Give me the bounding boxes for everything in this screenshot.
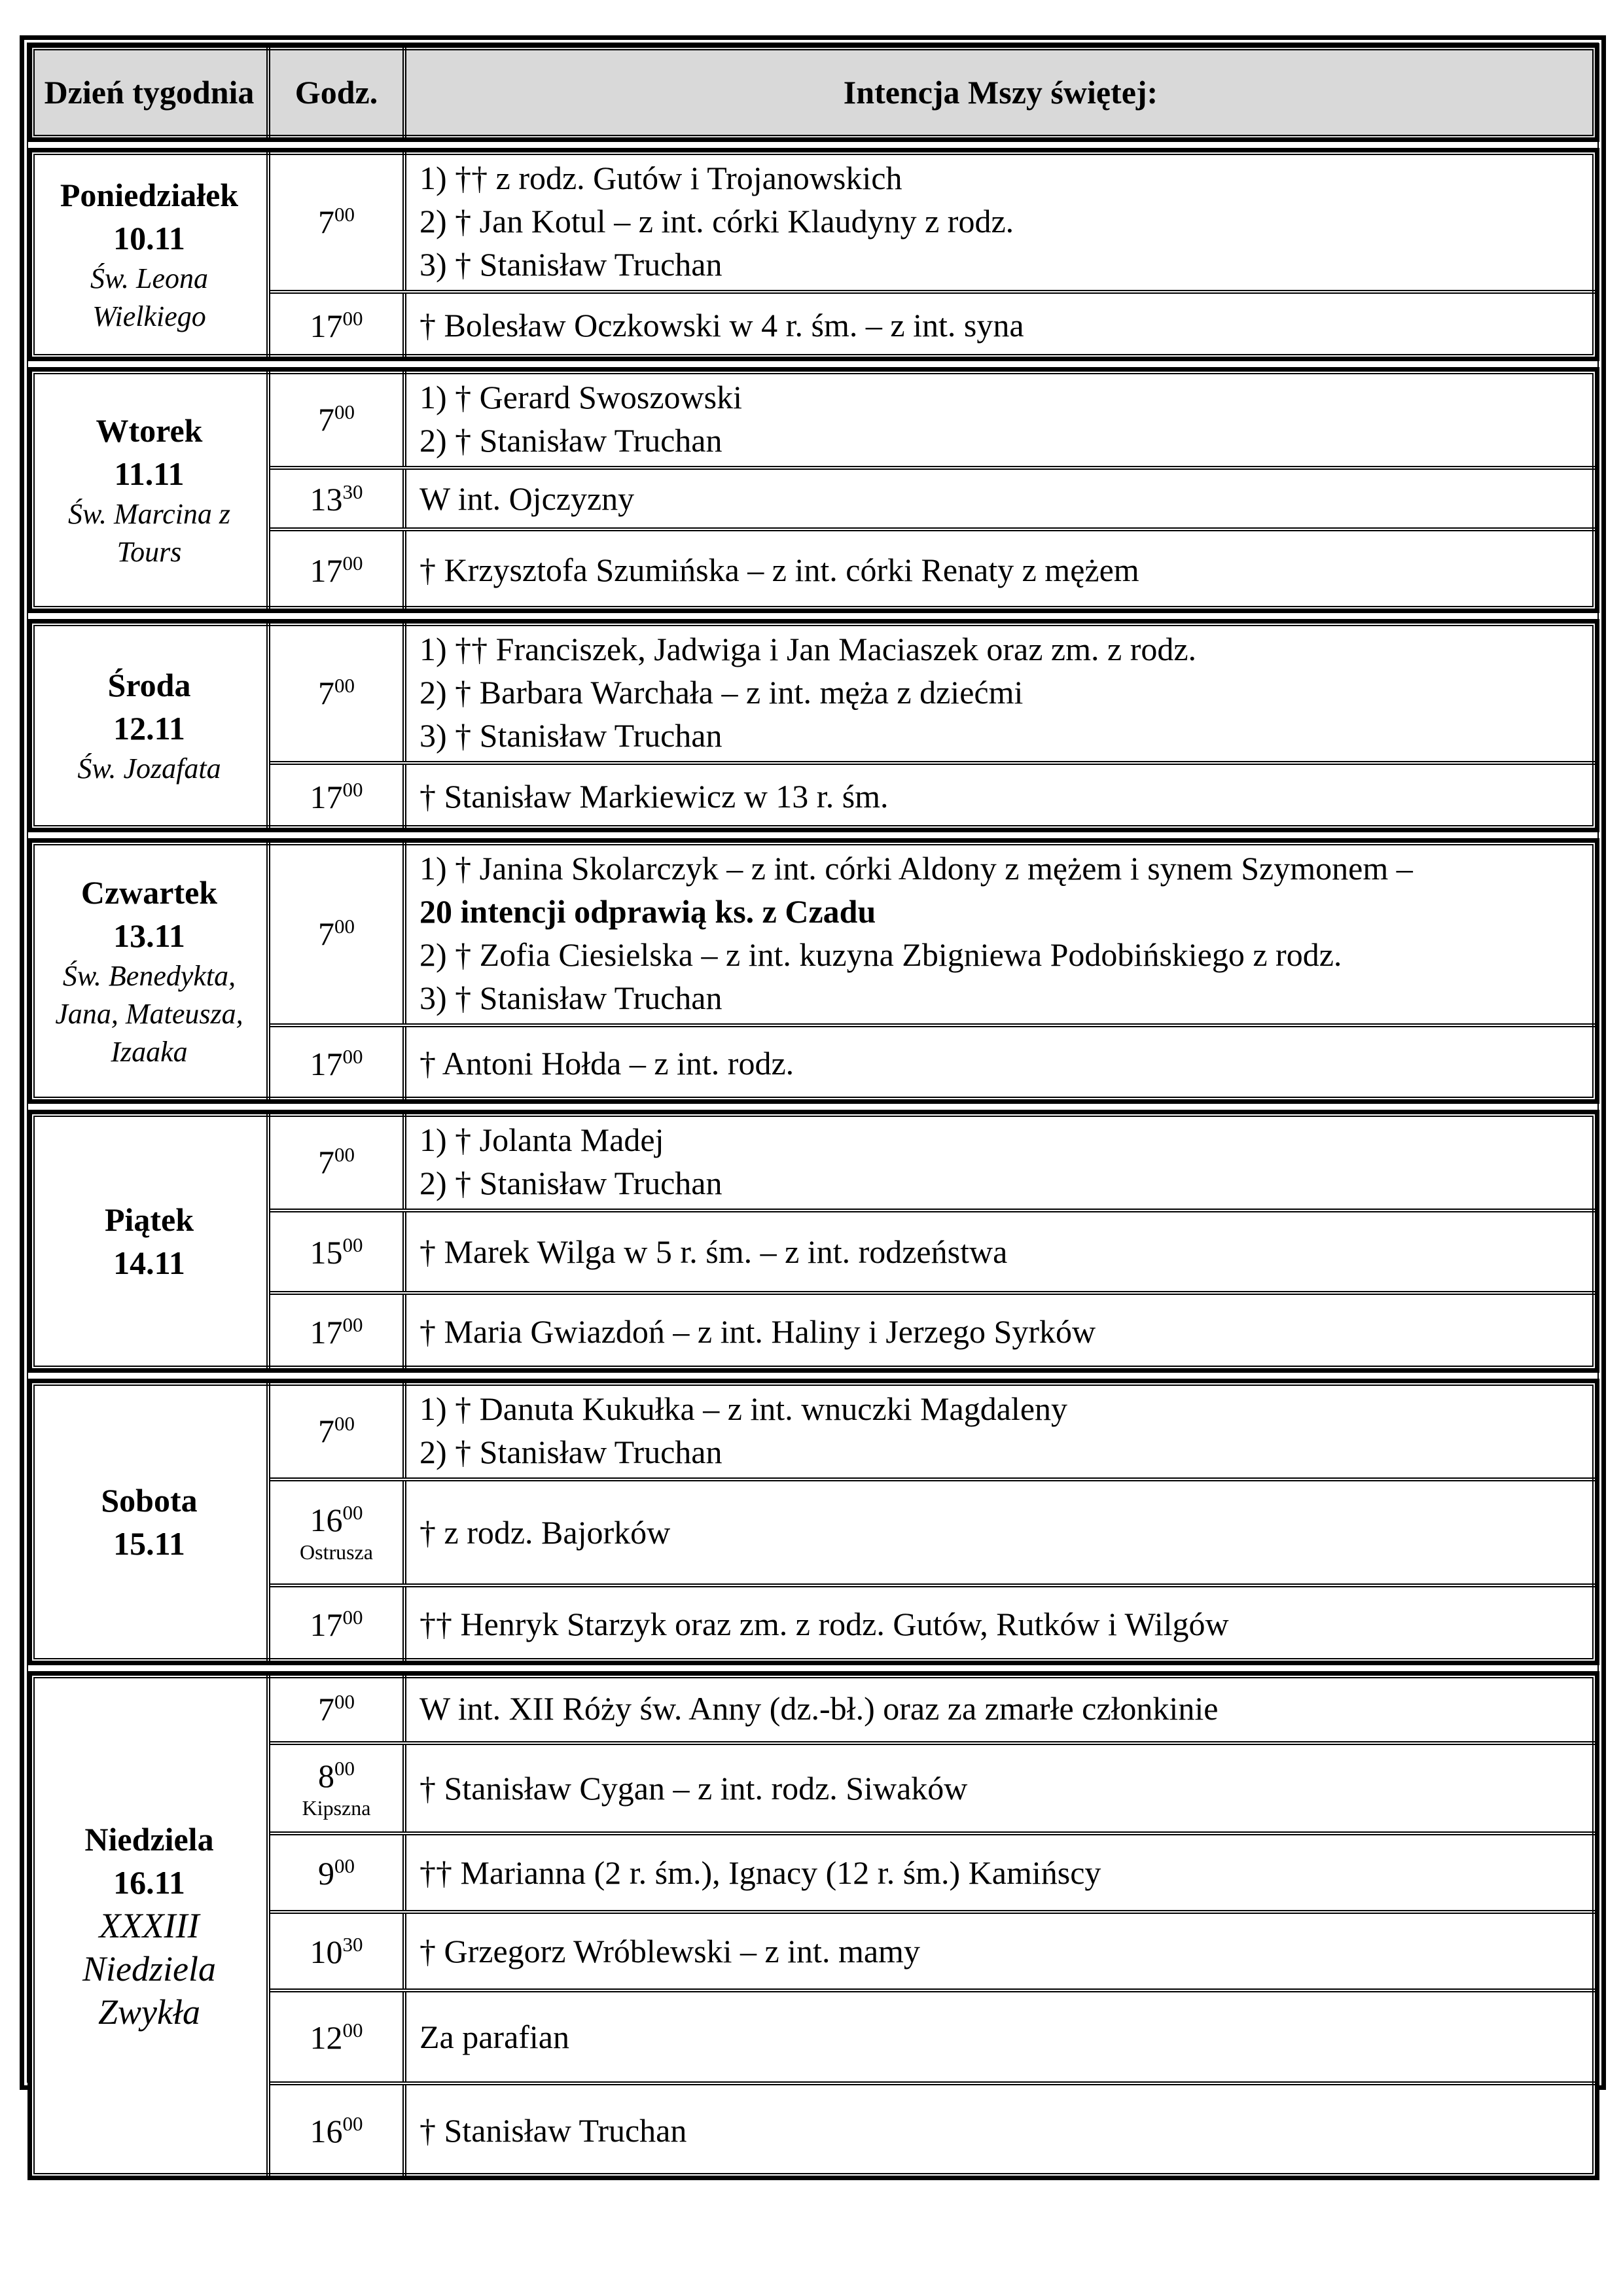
intention-line: † Bolesław Oczkowski w 4 r. śm. – z int. syna bbox=[419, 307, 1024, 344]
mass-row bbox=[270, 1835, 1595, 1914]
day-feast: Św. Marcina z Tours bbox=[67, 498, 231, 568]
mass-intention bbox=[406, 1914, 1595, 1988]
mass-time-minutes: 00 bbox=[334, 674, 355, 697]
mass-intention bbox=[406, 294, 1595, 357]
day-date: 11.11 bbox=[114, 455, 185, 492]
day-name: Sobota bbox=[101, 1482, 198, 1519]
mass-intention bbox=[406, 470, 1595, 527]
mass-row bbox=[270, 1587, 1595, 1661]
mass-time bbox=[270, 1914, 406, 1988]
intention-line: 2) † Barbara Warchała – z int. męża z dziećmi bbox=[419, 674, 1024, 711]
mass-time-minutes: 00 bbox=[334, 1690, 355, 1713]
day-date: 15.11 bbox=[113, 1525, 185, 1562]
mass-time-minutes: 00 bbox=[334, 400, 355, 423]
day-date: 10.11 bbox=[113, 220, 185, 256]
masses-list bbox=[270, 843, 1595, 1099]
mass-time bbox=[270, 1027, 406, 1099]
mass-row bbox=[270, 152, 1595, 294]
intention-line: † Maria Gwiazdoń – z int. Haliny i Jerzego Syrków bbox=[419, 1313, 1096, 1350]
intention-line: 2) † Zofia Ciesielska – z int. kuzyna Zbigniewa Podobińskiego z rodz. bbox=[419, 936, 1342, 973]
masses-list bbox=[270, 152, 1595, 357]
day-feast: XXXIII Niedziela Zwykła bbox=[82, 1906, 216, 2032]
mass-time bbox=[270, 2085, 406, 2176]
mass-time bbox=[270, 152, 406, 290]
mass-time bbox=[270, 1992, 406, 2081]
mass-row bbox=[270, 1212, 1595, 1295]
day-cell bbox=[32, 1383, 270, 1661]
intention-line: † Marek Wilga w 5 r. śm. – z int. rodzeństwa bbox=[419, 1233, 1008, 1270]
day-row bbox=[32, 152, 1595, 357]
header-time: Godz. bbox=[270, 48, 406, 137]
intention-line: † Stanisław Markiewicz w 13 r. śm. bbox=[419, 778, 889, 815]
day-name: Niedziela bbox=[84, 1821, 214, 1858]
day-name: Piątek bbox=[104, 1201, 194, 1238]
mass-time-label: $16^{00}$ bbox=[310, 2112, 363, 2149]
day-name: Wtorek bbox=[96, 412, 203, 449]
day-date: 14.11 bbox=[113, 1245, 185, 1281]
table-header bbox=[27, 43, 1599, 142]
mass-time-label: $16^{00}$ bbox=[310, 1501, 363, 1538]
mass-row bbox=[270, 1992, 1595, 2085]
day-cell bbox=[32, 372, 270, 609]
mass-time bbox=[270, 1676, 406, 1741]
mass-time-label: $7^{00}$ bbox=[318, 1412, 355, 1449]
mass-row bbox=[270, 372, 1595, 470]
mass-time bbox=[270, 1114, 406, 1209]
mass-intention bbox=[406, 1745, 1595, 1831]
intention-line: 20 intencji odprawią ks. z Czadu bbox=[419, 893, 876, 930]
mass-time-label: $10^{30}$ bbox=[310, 1933, 363, 1970]
mass-time-minutes: 00 bbox=[342, 1233, 363, 1256]
day-block bbox=[27, 619, 1599, 832]
header-intention: Intencja Mszy świętej: bbox=[843, 74, 1158, 111]
header-day: Dzień tygodnia bbox=[32, 48, 270, 137]
day-name: Poniedziałek bbox=[60, 177, 239, 213]
mass-row bbox=[270, 1745, 1595, 1835]
intention-line: † Krzysztofa Szumińska – z int. córki Renaty z mężem bbox=[419, 552, 1139, 588]
mass-intention bbox=[406, 152, 1595, 290]
intention-line: †† Henryk Starzyk oraz zm. z rodz. Gutów, Rutków i Wilgów bbox=[419, 1606, 1229, 1642]
intention-line: 1) † Danuta Kukułka – z int. wnuczki Magdaleny bbox=[419, 1390, 1068, 1427]
day-cell bbox=[32, 152, 270, 357]
intention-line: †† Marianna (2 r. śm.), Ignacy (12 r. śm.) Kamińscy bbox=[419, 1854, 1101, 1891]
intention-line: 3) † Stanisław Truchan bbox=[419, 246, 722, 283]
mass-intentions-table bbox=[27, 43, 1599, 2186]
mass-time-minutes: 30 bbox=[342, 480, 363, 503]
day-date: 13.11 bbox=[113, 917, 185, 954]
day-date: 16.11 bbox=[113, 1864, 185, 1901]
intention-line: 1) † Janina Skolarczyk – z int. córki Aldony z mężem i synem Szymonem – bbox=[419, 850, 1413, 887]
day-block bbox=[27, 367, 1599, 613]
day-block bbox=[27, 1379, 1599, 1665]
intention-line: Za parafian bbox=[419, 2019, 570, 2055]
day-row bbox=[32, 372, 1595, 609]
mass-row bbox=[270, 843, 1595, 1027]
mass-time bbox=[270, 843, 406, 1023]
mass-time-minutes: 00 bbox=[342, 1045, 363, 1068]
mass-time bbox=[270, 1835, 406, 1910]
mass-time bbox=[270, 372, 406, 466]
mass-row bbox=[270, 1914, 1595, 1992]
mass-time-label: $17^{00}$ bbox=[310, 552, 363, 589]
masses-list bbox=[270, 1676, 1595, 2176]
mass-row bbox=[270, 1383, 1595, 1481]
mass-intention bbox=[406, 1114, 1595, 1209]
mass-time bbox=[270, 765, 406, 828]
intention-line: † Stanisław Truchan bbox=[419, 2112, 687, 2149]
mass-time-label: $13^{30}$ bbox=[310, 480, 363, 518]
mass-row bbox=[270, 2085, 1595, 2176]
mass-time-minutes: 00 bbox=[334, 1757, 355, 1780]
mass-time-label: $17^{00}$ bbox=[310, 778, 363, 815]
mass-time-minutes: 00 bbox=[334, 915, 355, 938]
mass-row bbox=[270, 1676, 1595, 1745]
mass-row bbox=[270, 1295, 1595, 1368]
mass-time bbox=[270, 1587, 406, 1661]
mass-time-minutes: 00 bbox=[334, 1143, 355, 1166]
day-cell bbox=[32, 1676, 270, 2176]
mass-row bbox=[270, 624, 1595, 765]
mass-time-label: $7^{00}$ bbox=[318, 915, 355, 952]
day-row bbox=[32, 843, 1595, 1099]
mass-time-label: $7^{00}$ bbox=[318, 203, 355, 240]
mass-place: Ostrusza bbox=[300, 1540, 373, 1564]
mass-intention bbox=[406, 531, 1595, 609]
day-date: 12.11 bbox=[113, 710, 185, 747]
mass-time-minutes: 00 bbox=[342, 552, 363, 574]
day-block bbox=[27, 1110, 1599, 1373]
mass-time-label: $7^{00}$ bbox=[318, 674, 355, 711]
mass-time-minutes: 00 bbox=[342, 307, 363, 330]
day-row bbox=[32, 1114, 1595, 1368]
day-row bbox=[32, 1383, 1595, 1661]
mass-time-minutes: 00 bbox=[334, 1412, 355, 1435]
mass-row bbox=[270, 765, 1595, 828]
mass-time-label: $7^{00}$ bbox=[318, 400, 355, 438]
mass-row bbox=[270, 470, 1595, 531]
mass-time bbox=[270, 1295, 406, 1368]
mass-row bbox=[270, 1027, 1595, 1099]
mass-time-label: $12^{00}$ bbox=[310, 2019, 363, 2056]
mass-time bbox=[270, 294, 406, 357]
mass-time bbox=[270, 470, 406, 527]
intention-line: † Antoni Hołda – z int. rodz. bbox=[419, 1045, 794, 1082]
mass-time-minutes: 00 bbox=[342, 2019, 363, 2041]
mass-time-label: $17^{00}$ bbox=[310, 1313, 363, 1351]
mass-time-label: $17^{00}$ bbox=[310, 1045, 363, 1082]
mass-time-label: $17^{00}$ bbox=[310, 1606, 363, 1643]
mass-time-label: $7^{00}$ bbox=[318, 1143, 355, 1180]
mass-time-minutes: 30 bbox=[342, 1933, 363, 1956]
mass-intention bbox=[406, 1212, 1595, 1291]
mass-time bbox=[270, 1481, 406, 1583]
intention-line: † Stanisław Cygan – z int. rodz. Siwaków bbox=[419, 1770, 968, 1807]
day-block bbox=[27, 838, 1599, 1104]
mass-time bbox=[270, 1745, 406, 1831]
mass-row bbox=[270, 1481, 1595, 1587]
day-row bbox=[32, 624, 1595, 828]
mass-time bbox=[270, 531, 406, 609]
day-name: Czwartek bbox=[80, 874, 218, 911]
mass-row bbox=[270, 531, 1595, 609]
masses-list bbox=[270, 372, 1595, 609]
mass-time-minutes: 00 bbox=[334, 1854, 355, 1877]
intention-line: 3) † Stanisław Truchan bbox=[419, 980, 722, 1016]
mass-intention bbox=[406, 624, 1595, 761]
day-row bbox=[32, 1676, 1595, 2176]
intention-line: 2) † Stanisław Truchan bbox=[419, 1165, 722, 1201]
intention-line: 3) † Stanisław Truchan bbox=[419, 717, 722, 754]
day-feast: Św. Jozafata bbox=[77, 752, 221, 785]
mass-intention bbox=[406, 372, 1595, 466]
intention-line: 2) † Jan Kotul – z int. córki Klaudyny z rodz. bbox=[419, 203, 1014, 239]
day-cell bbox=[32, 843, 270, 1099]
day-block bbox=[27, 148, 1599, 361]
mass-intention bbox=[406, 1383, 1595, 1477]
intention-line: 2) † Stanisław Truchan bbox=[419, 422, 722, 459]
intention-line: 2) † Stanisław Truchan bbox=[419, 1434, 722, 1470]
day-cell bbox=[32, 1114, 270, 1368]
masses-list bbox=[270, 624, 1595, 828]
mass-place: Kipszna bbox=[302, 1796, 371, 1820]
mass-row bbox=[270, 1114, 1595, 1212]
masses-list bbox=[270, 1114, 1595, 1368]
masses-list bbox=[270, 1383, 1595, 1661]
mass-time-minutes: 00 bbox=[342, 1313, 363, 1336]
mass-time-minutes: 00 bbox=[342, 778, 363, 801]
mass-intention bbox=[406, 843, 1595, 1023]
mass-time bbox=[270, 1383, 406, 1477]
day-cell bbox=[32, 624, 270, 828]
intention-line: 1) †† z rodz. Gutów i Trojanowskich bbox=[419, 160, 902, 196]
mass-time-minutes: 00 bbox=[342, 1606, 363, 1629]
mass-time-label: $15^{00}$ bbox=[310, 1233, 363, 1271]
intention-line: 1) †† Franciszek, Jadwiga i Jan Maciaszek oraz zm. z rodz. bbox=[419, 631, 1197, 667]
intention-line: 1) † Gerard Swoszowski bbox=[419, 379, 742, 415]
mass-time-label: $8^{00}$ bbox=[318, 1757, 355, 1794]
mass-intention bbox=[406, 1992, 1595, 2081]
mass-time-minutes: 00 bbox=[334, 203, 355, 226]
mass-time-label: $9^{00}$ bbox=[318, 1854, 355, 1892]
mass-row bbox=[270, 294, 1595, 357]
day-feast: Św. Leona Wielkiego bbox=[90, 262, 209, 332]
day-feast: Św. Benedykta, Jana, Mateusza, Izaaka bbox=[55, 960, 243, 1068]
mass-time-minutes: 00 bbox=[342, 2112, 363, 2135]
mass-intention bbox=[406, 765, 1595, 828]
mass-time-label: $7^{00}$ bbox=[318, 1690, 355, 1727]
intention-line: W int. XII Róży św. Anny (dz.-bł.) oraz za zmarłe członkinie bbox=[419, 1690, 1219, 1727]
mass-intention bbox=[406, 1676, 1595, 1741]
mass-intention bbox=[406, 1027, 1595, 1099]
mass-time-minutes: 00 bbox=[342, 1501, 363, 1524]
day-name: Środa bbox=[107, 667, 191, 703]
mass-time-label: $17^{00}$ bbox=[310, 307, 363, 344]
mass-time bbox=[270, 1212, 406, 1291]
intention-line: † z rodz. Bajorków bbox=[419, 1514, 671, 1551]
mass-intention bbox=[406, 1587, 1595, 1661]
intention-line: 1) † Jolanta Madej bbox=[419, 1122, 664, 1158]
intention-line: † Grzegorz Wróblewski – z int. mamy bbox=[419, 1933, 920, 1969]
mass-intention bbox=[406, 1481, 1595, 1583]
intention-line: W int. Ojczyzny bbox=[419, 480, 635, 517]
mass-intention bbox=[406, 2085, 1595, 2176]
mass-intention bbox=[406, 1295, 1595, 1368]
day-blocks bbox=[27, 148, 1599, 2180]
mass-intention bbox=[406, 1835, 1595, 1910]
mass-time bbox=[270, 624, 406, 761]
day-block bbox=[27, 1671, 1599, 2180]
